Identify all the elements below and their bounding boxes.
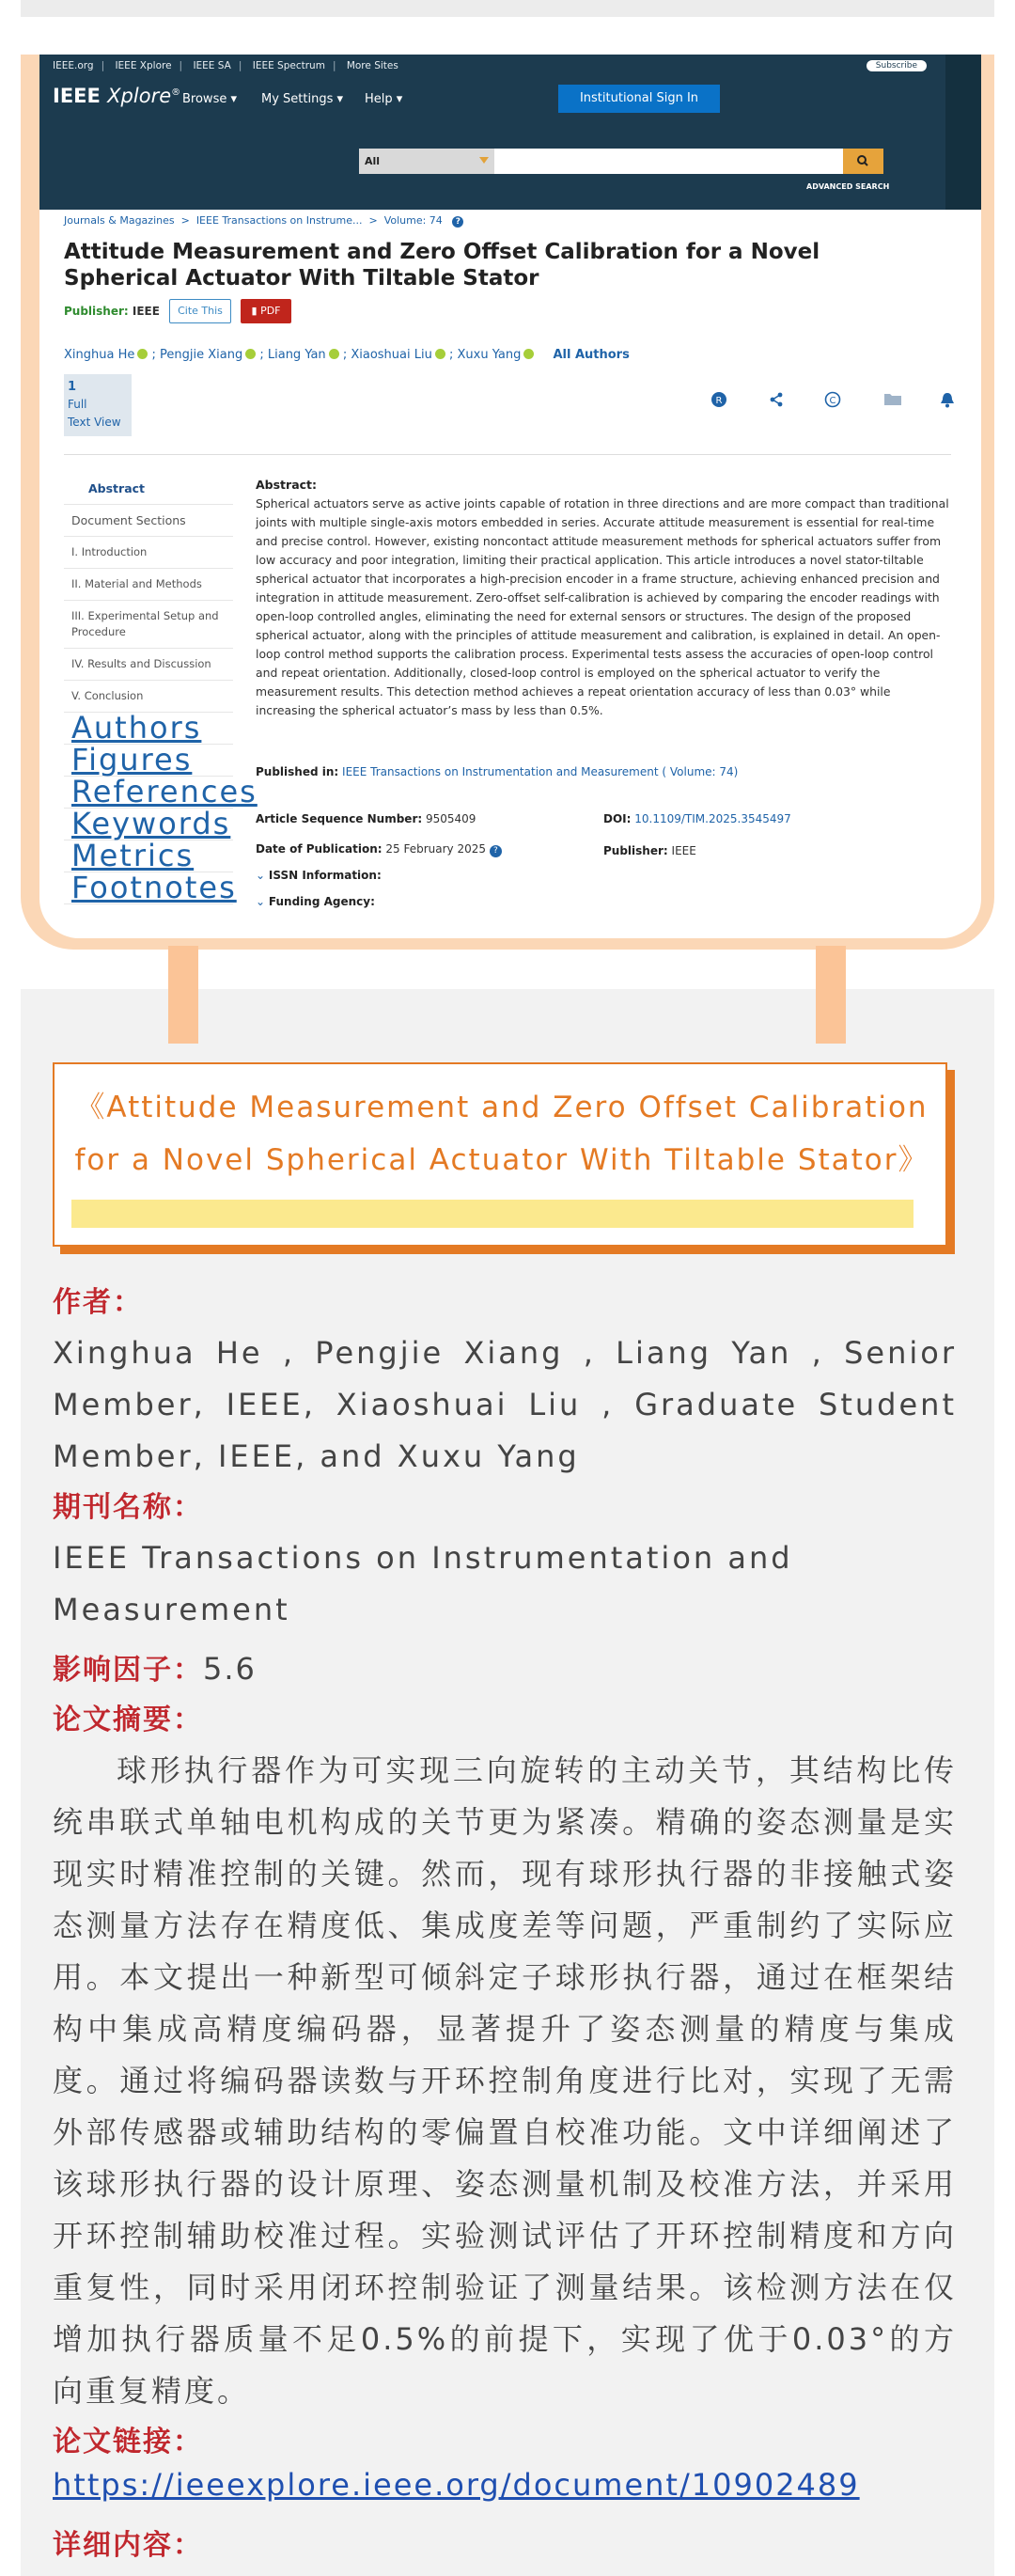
title-highlight	[71, 1200, 914, 1228]
impact-factor-value: 5.6	[203, 1651, 257, 1687]
chevron-down-icon: ⌄	[256, 869, 266, 882]
folder-icon[interactable]	[883, 391, 902, 411]
sidebar-item-material-methods[interactable]: II. Material and Methods	[64, 569, 233, 601]
help-icon[interactable]: ?	[490, 845, 502, 857]
link-ieee-xplore[interactable]: IEEE Xplore	[115, 60, 172, 71]
paper-authors: Xinghua He , Pengjie Xiang , Liang Yan , Senior Member, IEEE, Xiaoshuai Liu , Graduate Student Member, IEEE, and Xuxu Yang	[53, 1335, 957, 1474]
published-in: Published in: IEEE Transactions on Instrumentation and Measurement ( Volume: 74)	[256, 765, 739, 778]
subscribe-button[interactable]: Subscribe	[867, 60, 927, 71]
abstract-heading: Abstract:	[256, 478, 318, 492]
chevron-down-icon: ▾	[230, 92, 238, 106]
author-link[interactable]: Liang Yan	[267, 348, 326, 362]
nav-browse[interactable]: Browse ▾	[182, 92, 238, 106]
top-strip	[21, 0, 994, 17]
ieee-page	[39, 55, 981, 938]
orcid-icon[interactable]	[435, 349, 445, 359]
abstract-section	[256, 476, 951, 720]
link-ieee-org[interactable]: IEEE.org	[53, 60, 94, 71]
detail-label: 详细内容：	[53, 2529, 203, 2562]
author-link[interactable]: Xiaoshuai Liu	[351, 348, 432, 362]
author-link[interactable]: Xinghua He	[64, 348, 135, 362]
author-link[interactable]: Pengjie Xiang	[160, 348, 243, 362]
copyright-r-icon[interactable]	[710, 391, 727, 413]
link-label: 论文链接：	[53, 2426, 203, 2458]
paper-title: 《Attitude Measurement and Zero Offset Calibration for a Novel Spherical Actuator With Tiltable Stator》	[74, 1091, 929, 1177]
impact-factor: 影响因子：5.6	[53, 1651, 257, 1687]
pdf-button[interactable]: ▮ PDF	[241, 299, 291, 323]
ieee-header	[39, 55, 981, 210]
article-title: Attitude Measurement and Zero Offset Calibration for a Novel Spherical Actuator With Tiltable Stator	[64, 240, 820, 291]
search-scope-select[interactable]: All	[359, 149, 494, 174]
sidebar-item-conclusion[interactable]: V. Conclusion	[64, 681, 233, 713]
sidebar-item-abstract[interactable]: Abstract	[64, 473, 233, 505]
full-text-views: 1 Full Text View	[64, 374, 132, 436]
doi: DOI: 10.1109/TIM.2025.3545497	[603, 812, 791, 825]
chevron-down-icon: ⌄	[256, 895, 266, 908]
nav-help[interactable]: Help ▾	[365, 92, 403, 106]
cite-this-button[interactable]: Cite This	[169, 299, 231, 323]
crumb-volume[interactable]: Volume: 74	[383, 214, 443, 227]
crumb-transactions[interactable]: IEEE Transactions on Instrume...	[195, 214, 363, 227]
journal-label: 期刊名称：	[53, 1491, 203, 1524]
abstract-text: Spherical actuators serve as active joints capable of rotation in three directions and are more compact than traditional joints with multiple single-axis motors embedded in series. Accurate attitude measurement is essential for real-time and precise control. However, existing noncontact attitude measurement methods for spherical actuators suffer from low accuracy and poor integration, limiting their practical application. This article introduces a novel stator-tiltable spherical actuator that incorporates a high-precision encoder in a frame structure, achieving enhanced precision and integration in attitude measurement. Zero-offset self-calibration is achieved by comparing the encoder readings with open-loop controlled angles, eliminating the need for external sensors or structures. The design of the proposed spherical actuator, along with the principles of attitude measurement and calibration, is explained in detail. An open-loop control method supports the calibration process. Experimental tests assess the accuracies of open-loop control and repeat orientation. Additionally, closed-loop control is employed on the spherical actuator to verify the measurement results. This detection method achieves a repeat orientation accuracy of less than 0.03° while increasing the spherical actuator’s mass by less than 0.5%.	[256, 496, 949, 717]
doi-link[interactable]: 10.1109/TIM.2025.3545497	[634, 812, 791, 825]
abstract-label: 论文摘要：	[53, 1704, 203, 1736]
sidebar-item-footnotes[interactable]: Footnotes	[64, 872, 233, 904]
date-of-publication: Date of Publication: 25 February 2025 ?	[256, 842, 502, 857]
all-authors-link[interactable]: All Authors	[553, 348, 630, 362]
paper-link	[53, 2467, 957, 2503]
link-ieee-sa[interactable]: IEEE SA	[193, 60, 231, 71]
breadcrumb: Journals & Magazines > IEEE Transactions on Instrume... > Volume: 74 ?	[64, 214, 463, 228]
search-icon	[843, 149, 883, 174]
link-ieee-spectrum[interactable]: IEEE Spectrum	[252, 60, 325, 71]
share-icon[interactable]	[769, 391, 784, 413]
journal-link[interactable]: IEEE Transactions on Instrumentation and Measurement	[342, 765, 659, 778]
document-sidebar	[64, 473, 258, 905]
search-input[interactable]	[494, 149, 843, 174]
paper-title-box	[53, 1062, 955, 1254]
orcid-icon[interactable]	[137, 349, 148, 359]
orcid-icon[interactable]	[245, 349, 256, 359]
publisher: Publisher: IEEE	[64, 305, 160, 318]
author-link[interactable]: Xuxu Yang	[457, 348, 522, 362]
top-links: IEEE.org | IEEE Xplore | IEEE SA | IEEE Spectrum | More Sites	[53, 60, 398, 71]
ieee-screenshot-card	[21, 55, 994, 950]
crumb-journals[interactable]: Journals & Magazines	[64, 214, 175, 227]
publisher-meta: Publisher: IEEE	[603, 844, 696, 857]
chevron-down-icon: ▾	[396, 92, 403, 106]
author-list: Xinghua He ; Pengjie Xiang ; Liang Yan ; Xiaoshuai Liu ; Xuxu Yang All Authors	[64, 348, 630, 362]
link-more-sites[interactable]: More Sites	[346, 60, 398, 71]
pdf-icon: ▮	[251, 305, 258, 317]
svg-text:R: R	[715, 396, 723, 406]
funding-toggle[interactable]: ⌄ Funding Agency:	[256, 895, 375, 908]
bell-icon[interactable]	[940, 391, 955, 413]
author-label: 作者：	[53, 1286, 143, 1319]
journal-name: IEEE Transactions on Instrumentation and Measurement	[53, 1540, 793, 1627]
sidebar-item-keywords[interactable]: Keywords	[64, 809, 233, 840]
sidebar-item-metrics[interactable]: Metrics	[64, 840, 233, 872]
search-bar	[359, 149, 885, 174]
svg-text:C: C	[829, 396, 836, 406]
paper-abstract-cn: 球形执行器作为可实现三向旋转的主动关节，其结构比传统串联式单轴电机构成的关节更为紧凑。精确的姿态测量是实现实时精准控制的关键。然而，现有球形执行器的非接触式姿态测量方法存在精度低、集成度差等问题，严重制约了实际应用。本文提出一种新型可倾斜定子球形执行器，通过在框架结构中集成高精度编码器，显著提升了姿态测量的精度与集成度。通过将编码器读数与开环控制角度进行比对，实现了无需外部传感器或辅助结构的零偏置自校准功能。文中详细阐述了该球形执行器的设计原理、姿态测量机制及校准方法，并采用开环控制辅助校准过程。实验测试评估了开环控制精度和方向重复性，同时采用闭环控制验证了测量结果。该检测方法在仅增加执行器质量不足0.5%的前提下，实现了优于0.03°的方向重复精度。	[53, 1752, 957, 2409]
issn-toggle[interactable]: ⌄ ISSN Information:	[256, 869, 382, 882]
institutional-sign-in-button[interactable]: Institutional Sign In	[558, 85, 720, 113]
article-sequence-number: Article Sequence Number: 9505409	[256, 812, 476, 825]
paper-url[interactable]: https://ieeexplore.ieee.org/document/10902489	[53, 2467, 860, 2503]
sidebar-item-experimental-setup[interactable]: III. Experimental Setup and Procedure	[64, 601, 233, 649]
nav-my-settings[interactable]: My Settings ▾	[261, 92, 344, 106]
ieee-xplore-logo[interactable]: IEEE Xplore®	[53, 85, 181, 107]
sidebar-item-results[interactable]: IV. Results and Discussion	[64, 649, 233, 681]
dropdown-arrow-icon	[479, 157, 489, 164]
sidebar-item-introduction[interactable]: I. Introduction	[64, 537, 233, 569]
sidebar-heading-document-sections: Document Sections	[64, 505, 233, 537]
chevron-down-icon: ▾	[336, 92, 344, 106]
orcid-icon[interactable]	[329, 349, 339, 359]
sidebar-item-figures[interactable]: Figures	[64, 745, 233, 777]
sidebar-item-references[interactable]: References	[64, 777, 233, 809]
advanced-search-link[interactable]: ADVANCED SEARCH	[806, 182, 890, 191]
search-button[interactable]	[843, 149, 883, 174]
copyright-icon[interactable]	[824, 391, 841, 413]
sidebar-item-authors[interactable]: Authors	[64, 713, 233, 745]
help-icon[interactable]: ?	[452, 216, 463, 228]
orcid-icon[interactable]	[523, 349, 534, 359]
